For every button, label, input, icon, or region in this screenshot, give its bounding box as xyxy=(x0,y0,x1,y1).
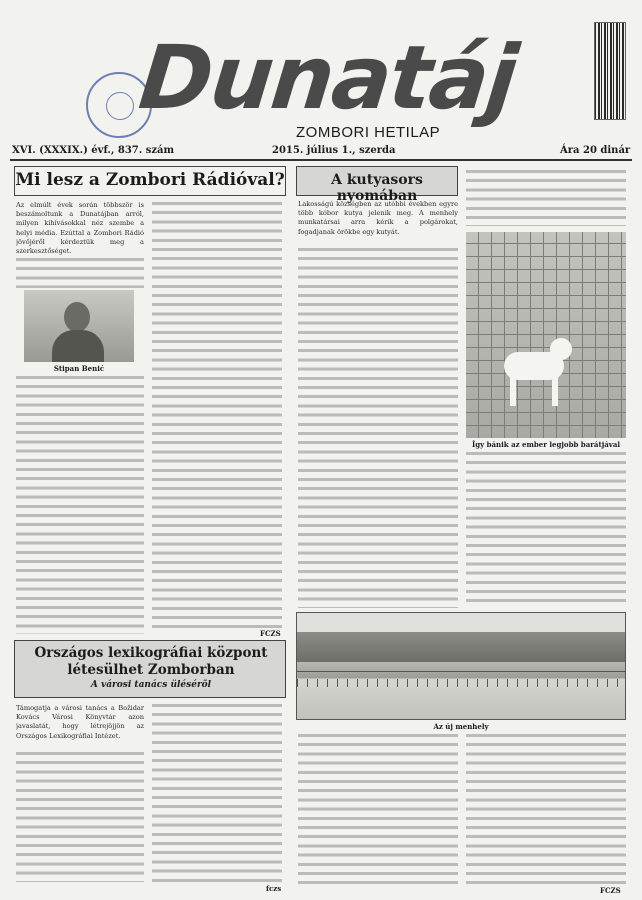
article-lexicon-title-box xyxy=(14,640,286,698)
article-dogs-credit: FCZS xyxy=(600,886,621,895)
article-dogs-col1 xyxy=(298,248,458,608)
article-dogs-bottom-col1 xyxy=(298,734,458,884)
article-radio-title-box xyxy=(14,166,286,196)
photo-dog-cage xyxy=(466,232,626,438)
article-lexicon-lead: Támogatja a városi tanács a Božidar Kovács Városi Könyvtár azon javaslatát, hogy létrejöjjön az Országos Lexikográfiai Intézet. xyxy=(16,704,144,740)
article-dogs-bottom-col2 xyxy=(466,734,626,884)
article-dogs-col2-top xyxy=(466,170,626,226)
masthead-title: Dunatáj xyxy=(134,26,521,129)
issue-price: Ára 20 dinár xyxy=(560,145,631,156)
photo-caption-dog: Így bánik az ember legjobb barátjával xyxy=(471,440,621,449)
photo-caption-stipan: Stipan Benić xyxy=(53,364,105,373)
article-radio-col1a xyxy=(16,258,144,288)
article-lexicon-title: Országos lexikográfiai központ létesülhet Zomborban xyxy=(34,645,268,678)
article-radio-col1b xyxy=(16,376,144,634)
article-radio-credit: FCZS xyxy=(260,629,281,638)
issue-date: 2015. július 1., szerda xyxy=(272,145,396,156)
article-lexicon-col1 xyxy=(16,752,144,882)
article-radio-col2 xyxy=(152,202,282,628)
photo-stipan-benic xyxy=(24,290,134,362)
article-lexicon-subtitle: A városi tanács ülésérõl xyxy=(90,680,212,690)
dateline xyxy=(10,143,632,161)
article-lexicon-col2 xyxy=(152,704,282,882)
article-dogs-title-box xyxy=(296,166,458,204)
photo-caption-shelter: Az új menhely xyxy=(433,722,489,731)
masthead-subtitle: ZOMBORI HETILAP xyxy=(296,124,441,141)
article-radio-title: Mi lesz a Zombori Rádióval? xyxy=(15,170,285,190)
issn-barcode xyxy=(594,22,626,120)
article-dogs-lead: Lakosságú községben az utóbbi években egyre több kóbor kutya jelenik meg. A menhely munkatársai arra kérik a polgárokat, fogadjanak örökbe egy kutyát. xyxy=(298,200,458,236)
photo-new-shelter xyxy=(296,612,626,720)
article-radio-lead: Az elmúlt évek során többször is beszámoltunk a Dunatájban arról, milyen kihívásokkal néz szembe a helyi média. Ezúttal a Zombori Rádió jövőjéről kérdeztük meg a szerkesztőséget. xyxy=(16,201,144,256)
article-dogs-title: A kutyasors nyomában xyxy=(331,172,423,204)
issue-number: XVI. (XXXIX.) évf., 837. szám xyxy=(12,145,175,156)
article-lexicon-credit: fczs xyxy=(266,884,282,893)
article-dogs-col2-mid xyxy=(466,452,626,604)
